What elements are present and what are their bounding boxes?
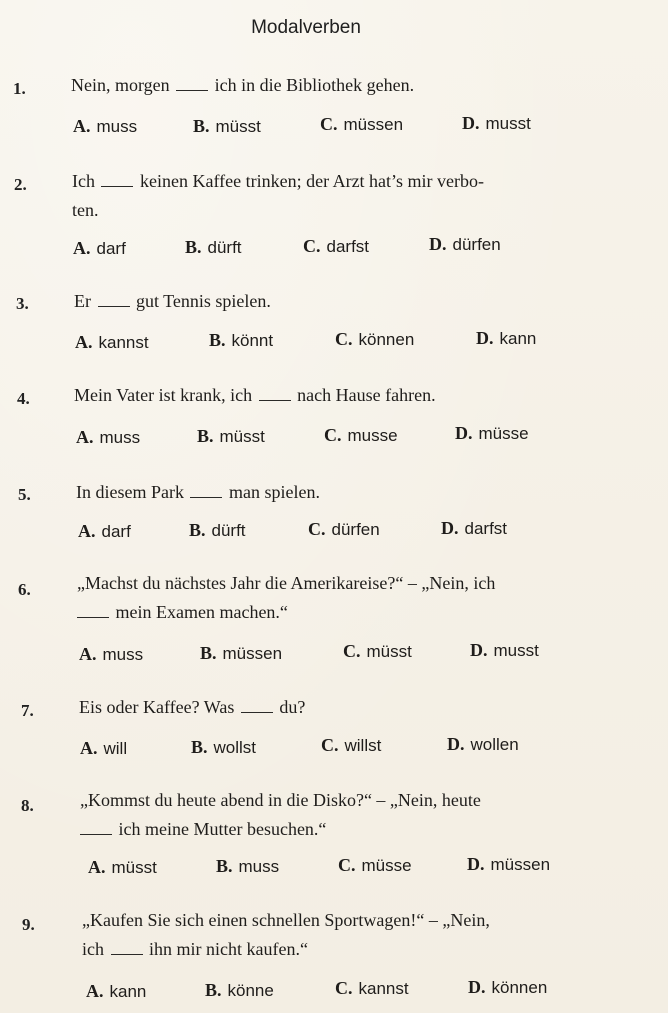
answer-option[interactable] xyxy=(209,330,273,351)
option-word: dürft xyxy=(207,238,242,257)
option-letter: C. xyxy=(308,519,326,539)
answer-blank xyxy=(176,74,208,91)
option-letter: B. xyxy=(200,643,217,663)
question-text xyxy=(79,693,619,722)
option-word: willst xyxy=(344,736,382,755)
answer-option[interactable] xyxy=(86,981,146,1002)
option-word: darf xyxy=(101,522,131,541)
option-letter: C. xyxy=(343,641,361,661)
option-letter: A. xyxy=(80,738,98,758)
question-number: 9. xyxy=(22,915,35,934)
answer-option[interactable] xyxy=(476,328,536,349)
question-text-part: du? xyxy=(279,697,306,717)
answer-option[interactable] xyxy=(303,236,369,257)
answer-option[interactable] xyxy=(467,854,550,875)
option-word: darfst xyxy=(326,237,370,256)
option-letter: C. xyxy=(335,329,353,349)
option-word: können xyxy=(358,330,415,349)
question-number: 2. xyxy=(14,175,27,194)
option-letter: D. xyxy=(467,854,485,874)
answer-blank xyxy=(80,818,112,835)
question-text-part: ihn mir nicht kaufen.“ xyxy=(149,939,308,959)
option-word: müsse xyxy=(478,424,529,443)
option-letter: B. xyxy=(193,116,210,136)
question-text-part: Nein, morgen xyxy=(71,75,170,95)
answer-blank xyxy=(77,601,109,618)
answer-blank xyxy=(101,170,133,187)
answer-blank xyxy=(241,696,273,713)
option-letter: C. xyxy=(335,978,353,998)
option-letter: B. xyxy=(185,237,202,257)
option-word: können xyxy=(491,978,548,997)
option-letter: C. xyxy=(303,236,321,256)
answer-option[interactable] xyxy=(73,238,126,259)
answer-option[interactable] xyxy=(193,116,261,137)
option-word: müssen xyxy=(490,855,551,874)
question-text xyxy=(76,478,616,507)
option-word: müsst xyxy=(366,642,412,661)
answer-blank xyxy=(190,481,222,498)
question-text xyxy=(72,167,612,225)
question-number: 4. xyxy=(17,389,30,408)
option-word: könnt xyxy=(231,331,274,350)
answer-option[interactable] xyxy=(429,234,501,255)
option-letter: D. xyxy=(468,977,486,997)
answer-option[interactable] xyxy=(335,329,414,350)
answer-option[interactable] xyxy=(335,978,409,999)
option-letter: D. xyxy=(441,518,459,538)
option-word: kann xyxy=(499,329,537,348)
option-letter: A. xyxy=(79,644,97,664)
option-word: musst xyxy=(493,641,539,660)
option-letter: A. xyxy=(78,521,96,541)
answer-option[interactable] xyxy=(79,644,143,665)
option-word: müssen xyxy=(343,115,404,134)
option-word: will xyxy=(103,739,128,758)
option-letter: C. xyxy=(320,114,338,134)
option-word: darfst xyxy=(464,519,508,538)
option-letter: D. xyxy=(476,328,494,348)
question-number: 1. xyxy=(13,79,26,98)
option-letter: C. xyxy=(321,735,339,755)
option-letter: D. xyxy=(429,234,447,254)
question-text xyxy=(74,287,614,316)
option-word: dürfen xyxy=(331,520,380,539)
question-text-part: ich xyxy=(82,939,104,959)
answer-option[interactable] xyxy=(343,641,412,662)
option-word: muss xyxy=(99,428,141,447)
question-text-part: Er xyxy=(74,291,91,311)
option-word: darf xyxy=(96,239,126,258)
answer-option[interactable] xyxy=(78,521,131,542)
answer-option[interactable] xyxy=(189,520,246,541)
option-letter: A. xyxy=(86,981,104,1001)
option-letter: D. xyxy=(470,640,488,660)
answer-option[interactable] xyxy=(462,113,531,134)
option-word: dürft xyxy=(211,521,246,540)
answer-blank xyxy=(111,938,143,955)
question-text-part: Ich xyxy=(72,171,95,191)
question-text-part: man spielen. xyxy=(228,482,320,502)
answer-option[interactable] xyxy=(185,237,242,258)
question-text-part: gut Tennis spielen. xyxy=(136,291,271,311)
option-word: wollst xyxy=(213,738,257,757)
option-word: wollen xyxy=(470,735,519,754)
option-letter: A. xyxy=(75,332,93,352)
answer-blank xyxy=(98,290,130,307)
answer-option[interactable] xyxy=(468,977,547,998)
option-word: müsst xyxy=(219,427,265,446)
option-word: müsse xyxy=(361,856,412,875)
question-text xyxy=(82,906,642,964)
option-letter: B. xyxy=(209,330,226,350)
question-text xyxy=(77,569,637,627)
option-word: muss xyxy=(96,117,138,136)
answer-option[interactable] xyxy=(73,116,137,137)
option-letter: D. xyxy=(455,423,473,443)
option-letter: B. xyxy=(205,980,222,1000)
answer-option[interactable] xyxy=(80,738,127,759)
answer-option[interactable] xyxy=(320,114,403,135)
question-text xyxy=(80,786,640,844)
answer-blank xyxy=(259,384,291,401)
answer-option[interactable] xyxy=(455,423,529,444)
option-letter: A. xyxy=(76,427,94,447)
option-letter: A. xyxy=(88,857,106,877)
answer-option[interactable] xyxy=(216,856,279,877)
answer-option[interactable] xyxy=(338,855,412,876)
answer-option[interactable] xyxy=(205,980,274,1001)
option-word: kannst xyxy=(98,333,149,352)
question-number: 3. xyxy=(16,294,29,313)
option-word: musse xyxy=(347,426,398,445)
option-word: muss xyxy=(102,645,144,664)
answer-option[interactable] xyxy=(447,734,519,755)
question-text-part: In diesem Park xyxy=(76,482,184,502)
answer-option[interactable] xyxy=(197,426,265,447)
option-letter: C. xyxy=(338,855,356,875)
question-text-part: nach Hause fahren. xyxy=(297,385,436,405)
page-title: Modalverben xyxy=(251,17,361,38)
question-text-part: Mein Vater ist krank, ich xyxy=(74,385,253,405)
question-text xyxy=(71,71,611,100)
option-word: müssen xyxy=(222,644,283,663)
option-letter: B. xyxy=(216,856,233,876)
question-text-part: „Kaufen Sie sich einen schnellen Sportwagen!“ – „Nein, xyxy=(82,910,490,930)
question-text-part: Eis oder Kaffee? Was xyxy=(79,697,235,717)
option-letter: D. xyxy=(447,734,465,754)
question-text-part: keinen Kaffee trinken; der Arzt hat’s mir verbo- xyxy=(139,171,485,191)
answer-option[interactable] xyxy=(321,735,381,756)
option-word: müsst xyxy=(111,858,157,877)
option-letter: A. xyxy=(73,238,91,258)
question-number: 7. xyxy=(21,701,34,720)
answer-option[interactable] xyxy=(191,737,256,758)
question-text-part: ich meine Mutter besuchen.“ xyxy=(118,819,327,839)
option-letter: B. xyxy=(191,737,208,757)
answer-option[interactable] xyxy=(76,427,140,448)
question-text xyxy=(74,381,614,410)
option-word: kann xyxy=(109,982,147,1001)
question-number: 6. xyxy=(18,580,31,599)
answer-option[interactable] xyxy=(324,425,398,446)
option-word: musst xyxy=(485,114,531,133)
question-number: 5. xyxy=(18,485,31,504)
answer-option[interactable] xyxy=(470,640,539,661)
option-word: dürfen xyxy=(452,235,501,254)
option-letter: B. xyxy=(189,520,206,540)
answer-option[interactable] xyxy=(88,857,157,878)
question-text-part: mein Examen machen.“ xyxy=(115,602,288,622)
answer-option[interactable] xyxy=(200,643,282,664)
option-letter: C. xyxy=(324,425,342,445)
question-text-part: „Kommst du heute abend in die Disko?“ – „Nein, heute xyxy=(80,790,481,810)
option-letter: D. xyxy=(462,113,480,133)
option-word: könne xyxy=(227,981,274,1000)
option-word: muss xyxy=(238,857,280,876)
answer-option[interactable] xyxy=(441,518,507,539)
option-word: kannst xyxy=(358,979,409,998)
option-word: müsst xyxy=(215,117,261,136)
answer-option[interactable] xyxy=(308,519,380,540)
option-letter: A. xyxy=(73,116,91,136)
option-letter: B. xyxy=(197,426,214,446)
question-text-part: ich in die Bibliothek gehen. xyxy=(214,75,415,95)
question-text-part: „Machst du nächstes Jahr die Amerikareise?“ – „Nein, ich xyxy=(77,573,496,593)
question-number: 8. xyxy=(21,796,34,815)
question-text-part: ten. xyxy=(72,200,99,220)
answer-option[interactable] xyxy=(75,332,149,353)
